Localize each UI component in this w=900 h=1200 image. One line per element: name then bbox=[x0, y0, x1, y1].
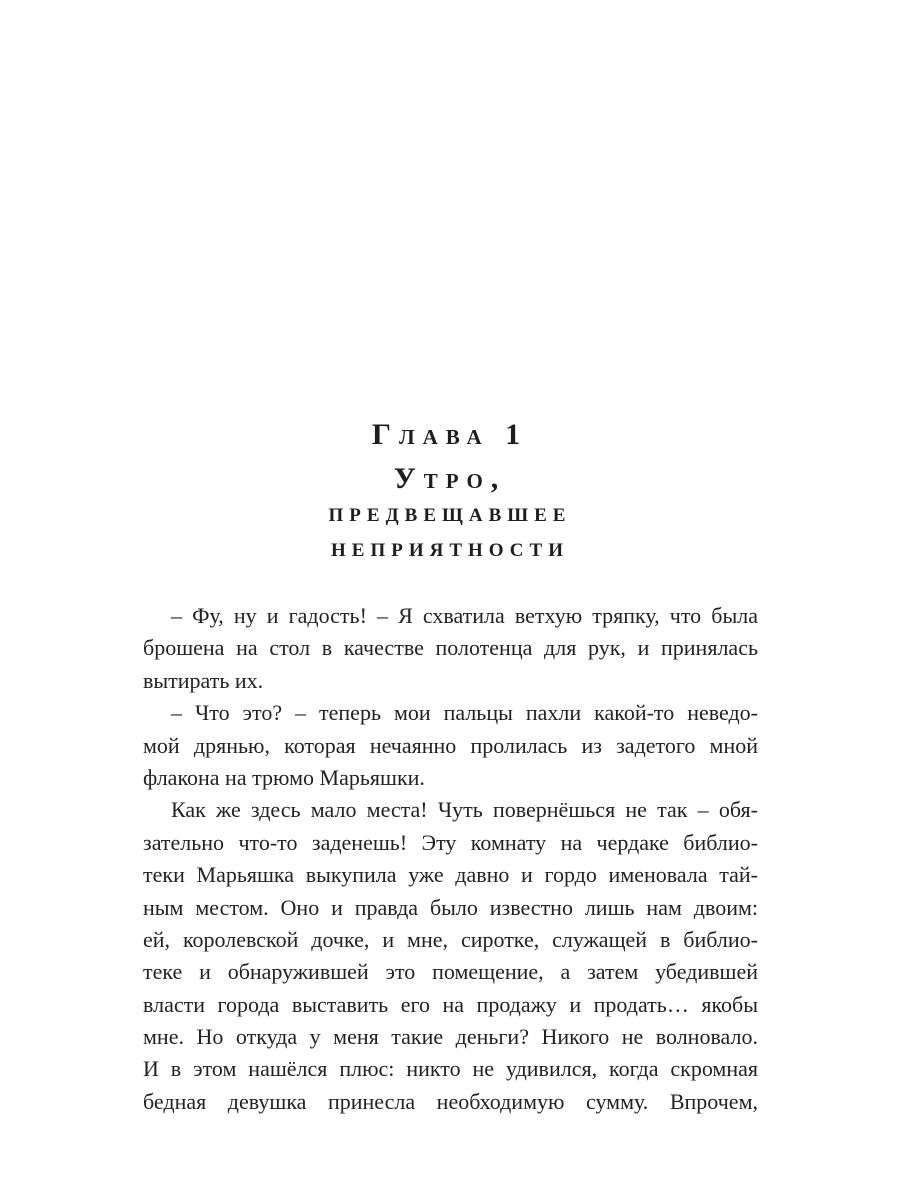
text-line: брошена на стол в качестве полотенца для рук, и принялась bbox=[143, 635, 758, 661]
chapter-subtitle-line1: ПРЕДВЕЩАВШЕЕ bbox=[328, 505, 572, 526]
chapter-number: Глава 1 bbox=[371, 418, 529, 451]
body-text bbox=[143, 600, 758, 1118]
text-line: теке и обнаружившей это помещение, а затем убедившей bbox=[143, 959, 758, 985]
text-line: теки Марьяшка выкупила уже давно и гордо именовала тай- bbox=[143, 862, 758, 888]
text-line: вытирать их. bbox=[143, 667, 264, 693]
text-line: И в этом нашёлся плюс: никто не удивился, когда скромная bbox=[143, 1056, 758, 1082]
text-line: Как же здесь мало места! Чуть повернёшься не так – обя- bbox=[171, 797, 758, 823]
text-line: зательно что-то заденешь! Эту комнату на чердаке библио- bbox=[143, 829, 758, 855]
text-line: ным местом. Оно и правда было известно лишь нам двоим: bbox=[143, 894, 758, 920]
text-line: бедная девушка принесла необходимую сумму. Впрочем, bbox=[143, 1088, 758, 1114]
chapter-title: Утро, bbox=[393, 462, 507, 495]
text-line: мне. Но откуда у меня такие деньги? Никого не волновало. bbox=[143, 1024, 758, 1050]
text-line: ей, королевской дочке, и мне, сиротке, служащей в библио- bbox=[143, 926, 758, 952]
text-line: – Фу, ну и гадость! – Я схватила ветхую тряпку, что была bbox=[171, 603, 758, 628]
text-line: флакона на трюмо Марьяшки. bbox=[143, 764, 425, 790]
chapter-subtitle-line2: НЕПРИЯТНОСТИ bbox=[331, 540, 569, 561]
text-line: власти города выставить его на продажу и продать… якобы bbox=[143, 991, 758, 1017]
text-line: мой дрянью, которая нечаянно пролилась из задетого мной bbox=[143, 732, 758, 758]
text-line: – Что это? – теперь мои пальцы пахли какой-то неведо- bbox=[171, 700, 758, 726]
